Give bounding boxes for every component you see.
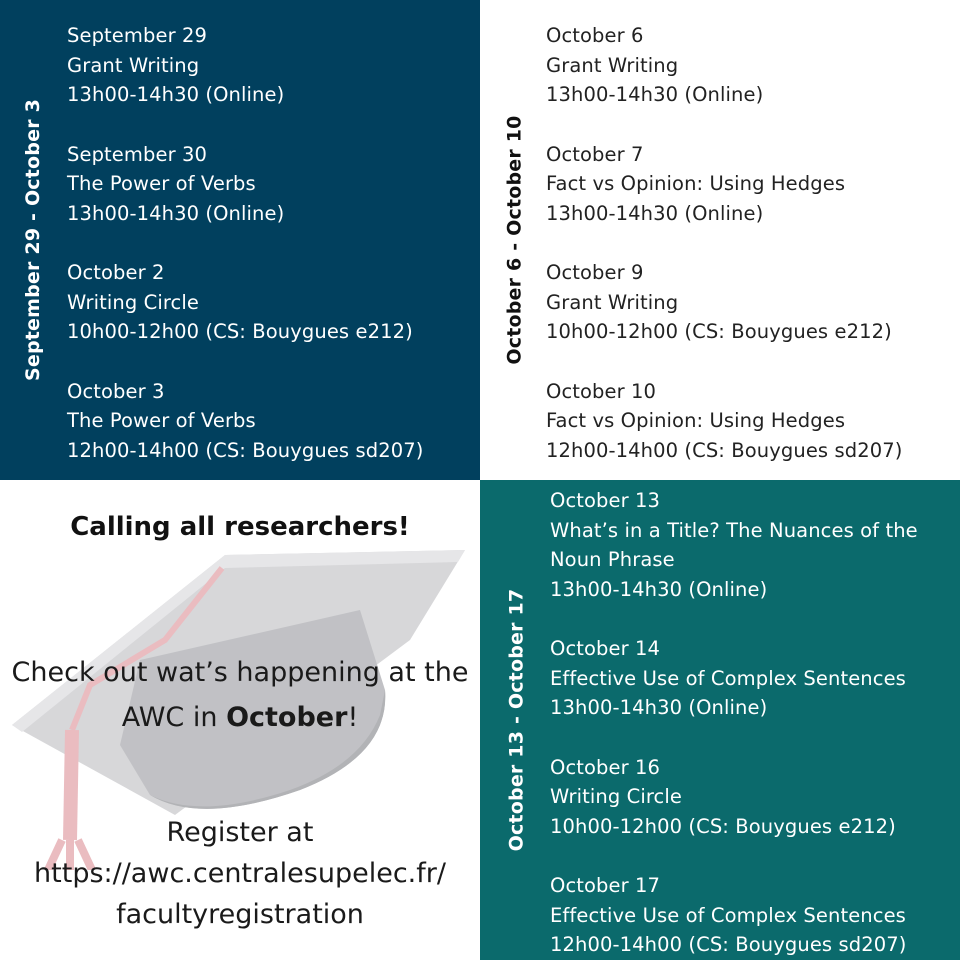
- event-date: September 29: [67, 24, 207, 47]
- event-title: Effective Use of Complex Sentences: [550, 666, 906, 690]
- event-date: October 13: [550, 489, 661, 512]
- event-date: October 6: [546, 24, 644, 47]
- event-item: [67, 377, 423, 466]
- event-date: October 14: [550, 637, 661, 660]
- event-time: 12h00-14h00 (CS: Bouygues sd207): [67, 438, 424, 462]
- register-block: [0, 812, 480, 935]
- event-date: October 10: [546, 379, 657, 403]
- promo-message-text: Check out wat’s happening at the AWC in: [11, 657, 469, 733]
- event-time: 10h00-12h00 (CS: Bouygues e212): [550, 814, 896, 838]
- event-date: October 17: [550, 874, 661, 897]
- week-label: [500, 0, 530, 480]
- promo-content: [0, 480, 480, 960]
- event-title: Fact vs Opinion: Using Hedges: [546, 172, 846, 195]
- promo-headline: Calling all researchers!: [70, 512, 410, 542]
- week-panel-sep29-oct3: [0, 0, 480, 480]
- event-item: [550, 753, 950, 842]
- event-list: [67, 21, 423, 480]
- event-time: 12h00-14h00 (CS: Bouygues sd207): [550, 933, 907, 956]
- event-title: Writing Circle: [67, 290, 199, 314]
- promo-message: [0, 650, 480, 740]
- event-time: 12h00-14h00 (CS: Bouygues sd207): [546, 438, 903, 462]
- event-item: [546, 21, 902, 110]
- event-date: October 16: [550, 755, 661, 779]
- week-label: [18, 0, 48, 480]
- event-list: [550, 486, 950, 960]
- event-item: [67, 258, 423, 347]
- promo-message-month: October: [226, 702, 348, 733]
- event-date: September 30: [67, 142, 207, 166]
- event-title: Grant Writing: [546, 53, 679, 77]
- week-label-text: October 13 - October 17: [505, 588, 528, 852]
- week-label-text: September 29 - October 3: [22, 98, 45, 382]
- event-title: What’s in a Title? The Nuances of the Noun Phrase: [550, 518, 918, 571]
- event-date: October 9: [546, 261, 644, 284]
- promo-message-end: !: [347, 702, 359, 733]
- event-date: October 3: [67, 379, 165, 403]
- event-item: [550, 871, 950, 960]
- event-time: 13h00-14h30 (Online): [546, 83, 764, 106]
- event-item: [67, 140, 423, 229]
- event-date: October 2: [67, 261, 165, 284]
- event-title: Grant Writing: [546, 290, 679, 314]
- event-time: 13h00-14h30 (Online): [550, 696, 768, 719]
- event-item: [546, 258, 902, 347]
- event-time: 13h00-14h30 (Online): [546, 201, 764, 225]
- event-time: 13h00-14h30 (Online): [67, 201, 285, 225]
- event-date: October 7: [546, 142, 644, 166]
- week-panel-oct13-oct17: [480, 480, 960, 960]
- event-item: [546, 377, 902, 466]
- register-url-path[interactable]: facultyregistration: [116, 899, 364, 930]
- week-panel-oct6-oct10: [480, 0, 960, 480]
- event-item: [550, 634, 950, 723]
- week-label: [501, 480, 531, 960]
- event-item: [67, 21, 423, 110]
- event-time: 13h00-14h30 (Online): [67, 83, 285, 106]
- week-label-text: October 6 - October 10: [504, 115, 527, 365]
- event-title: The Power of Verbs: [67, 172, 256, 195]
- register-label: Register at: [166, 817, 314, 848]
- event-title: Writing Circle: [550, 785, 682, 808]
- register-url[interactable]: https://awc.centralesupelec.fr/: [34, 858, 446, 889]
- event-time: 13h00-14h30 (Online): [550, 577, 768, 601]
- event-title: Fact vs Opinion: Using Hedges: [546, 409, 846, 432]
- event-title: The Power of Verbs: [67, 409, 256, 432]
- event-item: [550, 486, 950, 604]
- event-time: 10h00-12h00 (CS: Bouygues e212): [67, 320, 413, 343]
- event-title: Effective Use of Complex Sentences: [550, 903, 906, 927]
- promo-panel: [0, 480, 480, 960]
- event-title: Grant Writing: [67, 53, 200, 77]
- event-time: 10h00-12h00 (CS: Bouygues e212): [546, 320, 892, 343]
- event-list: [546, 21, 902, 480]
- event-item: [546, 140, 902, 229]
